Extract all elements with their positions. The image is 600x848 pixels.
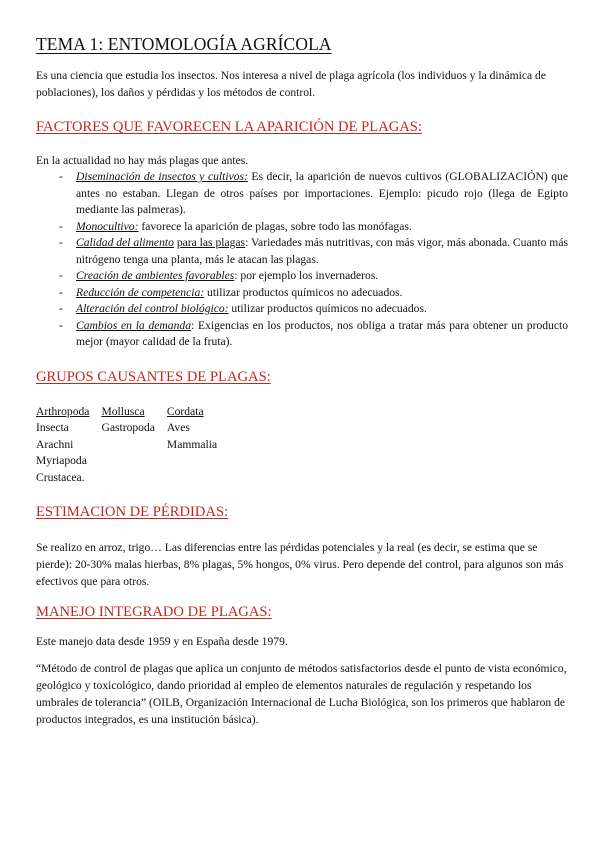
table-cell: [101, 470, 166, 487]
table-cell: Mammalia: [166, 437, 218, 451]
factor-term: Diseminación de insectos y cultivos:: [76, 170, 248, 183]
factor-term-suffix: para las plagas: [176, 236, 246, 249]
factor-text: utilizar productos químicos no adecuados.: [204, 285, 403, 299]
ipm-paragraph-1: Este manejo data desde 1959 y en España desde 1979.: [36, 635, 288, 648]
column-header: Arthropoda: [36, 404, 90, 418]
groups-heading: GRUPOS CAUSANTES DE PLAGAS:: [36, 368, 271, 385]
factor-term: Monocultivo:: [76, 219, 139, 233]
factor-text: : por ejemplo los invernaderos.: [234, 269, 379, 282]
list-item: - Calidad del alimento para las plagas: Variedades más nutritivas, con más vigor, más abonada. Cuanto más nitrógeno tenga una planta, más le atacan las plagas.: [59, 236, 568, 266]
factor-text: favorece la aparición de plagas, sobre todo las monófagas.: [138, 219, 412, 233]
factors-lead: En la actualidad no hay más plagas que antes.: [36, 154, 249, 167]
groups-table: [36, 404, 229, 487]
document-page: [36, 34, 568, 728]
list-item: - Cambios en la demanda: Exigencias en los productos, nos obliga a tratar más para obtener un producto mejor (mayor calidad de la fruta).: [59, 318, 569, 348]
table-cell: [167, 470, 229, 487]
factor-text: : Variedades más nutritivas, con más vigor, más abonada. Cuanto más nitrógeno tenga una planta, más le atacan las plagas.: [76, 236, 568, 266]
factor-term: Alteración del control biológico:: [76, 302, 229, 315]
table-cell: [101, 437, 166, 454]
table-cell: Crustacea.: [36, 470, 85, 484]
factor-term: Creación de ambientes favorables: [76, 269, 235, 282]
table-row: [36, 470, 229, 487]
factors-list: [36, 169, 568, 351]
column-header: Cordata: [166, 404, 204, 418]
table-cell: [167, 453, 229, 470]
factors-heading: FACTORES QUE FAVORECEN LA APARICIÓN DE PLAGAS:: [36, 119, 422, 135]
factor-text: Es decir, la aparición de nuevos cultivos (GLOBALIZACIÓN) que antes no estaban. Llegan de otros países por importaciones. Ejemplo: picudo rojo (llega de Egipto mediante las palmeras).: [76, 170, 568, 216]
table-cell: Insecta: [36, 421, 69, 434]
table-cell: Myriapoda: [36, 454, 87, 467]
list-item: - Monocultivo: favorece la aparición de plagas, sobre todo las monófagas.: [59, 219, 412, 233]
losses-paragraph: Se realizo en arroz, trigo… Las diferencias entre las pérdidas potenciales y la real (es decir, se estima que se pierde): 20-30% malas hierbas, 8% plagas, 5% hongos, 0% virus. Pero depende del control, para algunos son más efectivos que para otros.: [36, 541, 564, 588]
factor-text: : Exigencias en los productos, nos obliga a tratar más para obtener un producto mejor (mayor calidad de la fruta).: [76, 318, 569, 348]
ipm-heading: MANEJO INTEGRADO DE PLAGAS:: [36, 604, 272, 620]
page-title: TEMA 1: ENTOMOLOGÍA AGRÍCOLA: [36, 34, 332, 54]
intro-paragraph: Es una ciencia que estudia los insectos. Nos interesa a nivel de plaga agrícola (los individuos y la dinámica de poblaciones), los daños y pérdidas y los métodos de control.: [36, 69, 546, 99]
table-row: [36, 420, 229, 437]
factor-term: Calidad del alimento: [76, 236, 174, 249]
table-row: [36, 453, 229, 470]
factor-text: utilizar productos químicos no adecuados.: [228, 302, 427, 315]
table-cell: Arachni: [36, 437, 74, 451]
list-item: - Creación de ambientes favorables: por ejemplo los invernaderos.: [59, 269, 379, 282]
column-header: Mollusca: [101, 404, 145, 418]
table-header-row: [36, 404, 229, 421]
factor-term: Reducción de competencia:: [76, 285, 205, 299]
table-cell: Aves: [166, 421, 190, 434]
losses-heading: ESTIMACION DE PÉRDIDAS:: [36, 504, 229, 520]
list-item: - Reducción de competencia: utilizar productos químicos no adecuados.: [59, 285, 403, 299]
table-row: [36, 437, 229, 454]
factor-term: Cambios en la demanda: [76, 318, 191, 332]
table-cell: Gastropoda: [101, 421, 155, 434]
list-item: - Alteración del control biológico: utilizar productos químicos no adecuados.: [59, 302, 427, 315]
list-item: - Diseminación de insectos y cultivos: Es decir, la aparición de nuevos cultivos (GLOBALIZACIÓN) que antes no estaban. Llegan de otros países por importaciones. Ejemplo: picudo rojo (llega de Egipto mediante las palmeras).: [59, 170, 568, 216]
ipm-paragraph-2: “Método de control de plagas que aplica un conjunto de métodos satisfactorios desde el punto de vista económico, geológico y toxicológico, dando prioridad al empleo de elementos naturales de regulación y respetando los umbrales de tolerancia” (OILB, Organización Internacional de Lucha Biológica, son los primeros que hablaron de productos integrados, es una institución básica).: [36, 662, 567, 726]
table-cell: [101, 453, 166, 470]
